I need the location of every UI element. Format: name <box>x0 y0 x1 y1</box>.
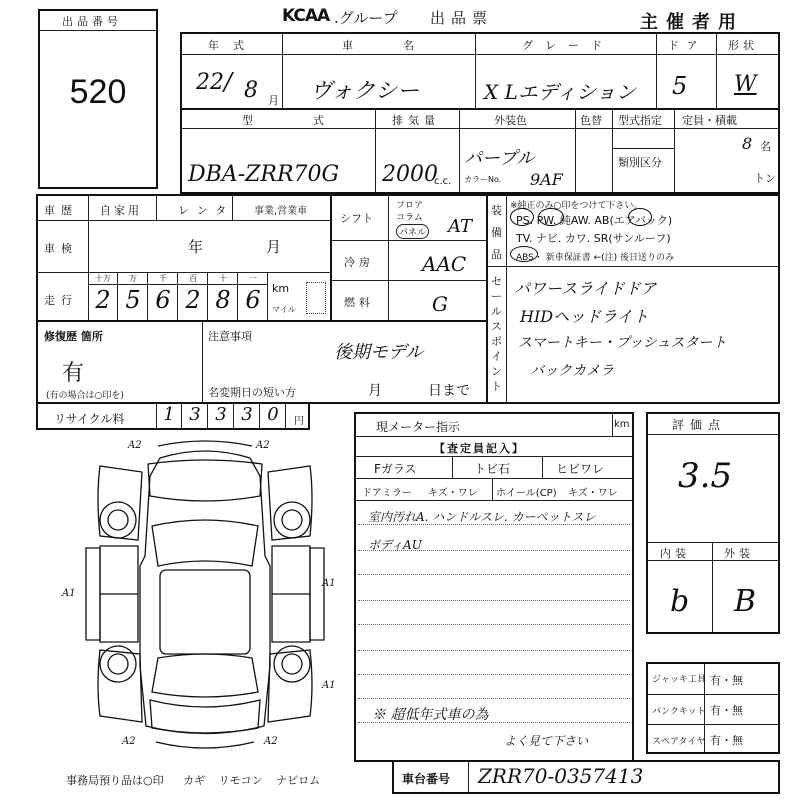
km-unit: km <box>272 282 290 295</box>
model-label: 型式 <box>242 114 384 127</box>
grade-label: グレード <box>522 39 614 52</box>
spare-value: 有・無 <box>710 734 743 747</box>
row1-table <box>180 32 780 110</box>
rename-label: 名変期日の短い方 <box>208 386 296 399</box>
puncture-label: パンクキット <box>652 707 706 717</box>
remark-footer: ※ 超低年式車の為 <box>372 707 489 723</box>
fuel-label: 燃料 <box>344 296 374 309</box>
capacity-unit: 名 <box>760 140 771 153</box>
month-value: 8 <box>244 78 258 103</box>
sales-point-1: パワースライドドア <box>514 279 657 298</box>
mileage-digit: 2 <box>185 286 201 314</box>
interior-score: b <box>670 584 690 619</box>
shape-label: 形状 <box>728 39 758 52</box>
mileage-digit: 6 <box>155 286 171 314</box>
history-block <box>36 194 332 322</box>
exterior-label: 外装 <box>724 547 754 560</box>
score-label: 評価点 <box>672 418 727 432</box>
model-value: DBA-ZRR70G <box>188 162 340 187</box>
shift-column: コラム <box>396 213 423 223</box>
mile-checkbox[interactable] <box>306 282 326 314</box>
mileage-digit-cell <box>178 272 208 320</box>
shift-floor: フロア <box>396 201 424 211</box>
rename-month: 月 <box>368 383 382 399</box>
interior-label: 内装 <box>660 547 690 560</box>
year-value: 22 <box>196 70 224 95</box>
mileage-digit: 6 <box>245 286 261 314</box>
abs-circle <box>510 246 538 262</box>
mileage-header-divider <box>88 284 268 285</box>
grade-value: X Lエディション <box>484 80 636 104</box>
inspect-month-unit: 月 <box>266 238 282 256</box>
mileage-digit-cell <box>208 272 238 320</box>
year-label: 年式 <box>208 39 258 52</box>
equipment-note: ※純正のみ○印をつけて下さい。 <box>510 201 643 211</box>
chassis-label: 車台番号 <box>402 772 451 786</box>
recycle-digit-cell <box>234 404 260 428</box>
ac-value: AAC <box>422 252 467 276</box>
mileage-digit-label: 一 <box>249 274 257 283</box>
chip-label: トビ石 <box>474 462 511 476</box>
doors-value: 5 <box>672 72 688 100</box>
equipment-block <box>486 194 780 404</box>
recycle-digit: 3 <box>215 404 227 425</box>
inspect-label: 車検 <box>44 242 78 255</box>
damage-mark-6: A2 <box>122 736 136 747</box>
tools-block <box>646 662 780 754</box>
chassis-value: ZRR70-0357413 <box>478 764 644 788</box>
damage-mark-1: A2 <box>128 440 142 451</box>
history-business: 事業,営業車 <box>254 206 308 217</box>
footer-key: カギ <box>183 774 206 787</box>
color-value: パープル <box>464 148 535 169</box>
sales-point-4: バックカメラ <box>530 363 614 379</box>
yen-unit: 円 <box>294 416 304 427</box>
shift-panel: パネル <box>396 224 429 239</box>
damage-mark-2: A2 <box>256 440 270 451</box>
car-name: ヴォクシー <box>310 79 420 104</box>
rename-day: 日まで <box>428 383 470 399</box>
lot-number-box <box>38 9 158 189</box>
cc-unit: c.c. <box>434 176 452 187</box>
remark-footer-2: よく見て下さい <box>504 734 589 748</box>
mirror-label: ドアミラー <box>362 488 412 499</box>
equipment-line2: TV. ナビ. カワ. SR(サンルーフ) <box>516 232 671 245</box>
shift-value: AT <box>448 216 473 237</box>
lot-number-label: 出品番号 <box>62 15 122 28</box>
mileage-digit-label: 十万 <box>95 274 111 283</box>
recycle-digit: 3 <box>241 404 253 425</box>
capacity-label: 定員・積載 <box>682 114 737 127</box>
mileage-digit-cell <box>118 272 148 320</box>
door-label: ドア <box>668 39 706 52</box>
history-label: 車歴 <box>44 204 78 217</box>
mileage-digit: 5 <box>125 286 141 314</box>
exterior-score: B <box>734 584 757 619</box>
crack-label: ヒビワレ <box>556 462 605 476</box>
mileage-digit-label: 千 <box>159 274 167 283</box>
mileage-digit-label: 万 <box>129 274 137 283</box>
equipment-line1: PS. PW. 純AW. AB(エアバック) <box>516 214 673 227</box>
mirror-value: キズ・ワレ <box>428 488 478 499</box>
repaint-label: 色替 <box>580 114 602 127</box>
designation-label: 型式指定 <box>618 114 662 127</box>
month-unit: 月 <box>268 94 279 107</box>
mileage-digit-label: 十 <box>219 274 227 283</box>
notes-value: 後期モデル <box>334 342 424 363</box>
damage-mark-7: A2 <box>264 736 278 747</box>
repair-value: 有 <box>62 361 85 386</box>
meter-km: km <box>614 419 630 430</box>
remark-2: ボディAU <box>368 538 422 552</box>
drivetrain-block <box>330 194 488 322</box>
mileage-digit: 8 <box>215 286 231 314</box>
pw-circle <box>538 208 564 226</box>
color-no-label: カラーNo. <box>464 175 502 184</box>
year-separator: / <box>224 68 233 96</box>
shape-value: W <box>734 72 757 97</box>
spare-label: スペアタイヤ <box>652 737 706 747</box>
sales-point-label: セールスポイント <box>491 275 502 393</box>
damage-mark-4: A1 <box>322 578 336 589</box>
brand-logo: KCAA <box>282 6 330 26</box>
sales-point-2: HIDヘッドライト <box>520 307 649 326</box>
mileage-digit-label: 百 <box>189 274 197 283</box>
damage-mark-5: A1 <box>322 680 336 691</box>
repair-block <box>36 320 488 404</box>
history-rental: レンタ <box>178 204 235 217</box>
repair-label: 修復歴 箇所 <box>44 330 103 343</box>
damage-mark-3: A1 <box>62 588 76 599</box>
recycle-digit: 1 <box>163 404 175 425</box>
ab-circle <box>628 208 652 226</box>
mileage-digit-cell <box>88 272 118 320</box>
jack-label: ジャッキ工具 <box>652 675 706 685</box>
footer-note <box>66 772 320 788</box>
sheet-header <box>230 4 560 30</box>
remark-1: 室内汚れA. ハンドルスレ. カーペットスレ <box>368 510 596 524</box>
recycle-digit-cell <box>208 404 234 428</box>
ps-circle <box>510 208 534 226</box>
notes-label: 注意事項 <box>208 330 252 343</box>
recycle-label: リサイクル料 <box>54 412 125 426</box>
mileage-digit: 2 <box>95 286 111 314</box>
wheel-label: ホイール(CP) <box>496 488 557 499</box>
shift-label: シフト <box>340 212 373 225</box>
repair-note: (有の場合は○印を) <box>46 391 124 401</box>
name-label: 車名 <box>342 39 464 52</box>
recycle-digit-cell <box>260 404 286 428</box>
car-outline-svg <box>60 436 350 766</box>
row2-table <box>180 108 780 194</box>
class-label: 類別区分 <box>618 156 662 169</box>
color-label: 外装色 <box>494 114 527 127</box>
chassis-block <box>392 760 780 794</box>
footer-navi-rom: ナビロム <box>276 774 321 787</box>
recycle-digit: 3 <box>189 404 201 425</box>
mileage-digit-cell <box>238 272 268 320</box>
ac-label: 冷房 <box>344 256 374 269</box>
load-unit: トン <box>754 172 776 185</box>
recycle-digit-cell <box>156 404 182 428</box>
color-no-value: 9AF <box>530 170 563 189</box>
recycle-cells <box>156 404 306 428</box>
score-value: 3.5 <box>678 456 733 496</box>
sales-point-3: スマートキー・プッシュスタート <box>518 335 727 351</box>
displacement-label: 排気量 <box>392 114 440 127</box>
mileage-digit-cell <box>148 272 178 320</box>
organizer-label: 主催者用 <box>640 12 744 33</box>
meter-label: 現メーター指示 <box>376 420 461 434</box>
displacement-value: 2000 <box>382 162 438 187</box>
equipment-line3: ABS・ 新車保証書 ←(注) 後日送りのみ <box>516 253 675 263</box>
inspection-block <box>354 412 634 762</box>
mile-unit: マイル <box>272 305 296 314</box>
wheel-value: キズ・ワレ <box>568 488 618 499</box>
jack-value: 有・無 <box>710 674 743 687</box>
footer-remote: リモコン <box>218 774 263 787</box>
recycle-digit-cell <box>182 404 208 428</box>
fuel-value: G <box>432 292 448 316</box>
car-diagram <box>60 436 350 766</box>
score-block <box>646 412 780 634</box>
mileage-label: 走行 <box>44 294 78 307</box>
recycle-block <box>36 402 310 430</box>
history-private: 自家用 <box>100 204 142 217</box>
equipment-label: 装備品 <box>491 204 502 261</box>
sheet-title: 出品票 <box>430 9 494 27</box>
brand-suffix: .グループ <box>334 9 398 27</box>
inspector-label: 【査定員記入】 <box>434 442 525 455</box>
capacity-value: 8 <box>742 134 753 153</box>
office-note: 事務局預り品は○印 <box>66 774 164 787</box>
f-glass-label: Fガラス <box>374 462 417 476</box>
lot-number: 520 <box>69 73 127 111</box>
mileage-cells <box>88 272 280 320</box>
puncture-value: 有・無 <box>710 704 743 717</box>
inspect-year-unit: 年 <box>188 238 204 256</box>
recycle-digit: 0 <box>267 404 279 425</box>
